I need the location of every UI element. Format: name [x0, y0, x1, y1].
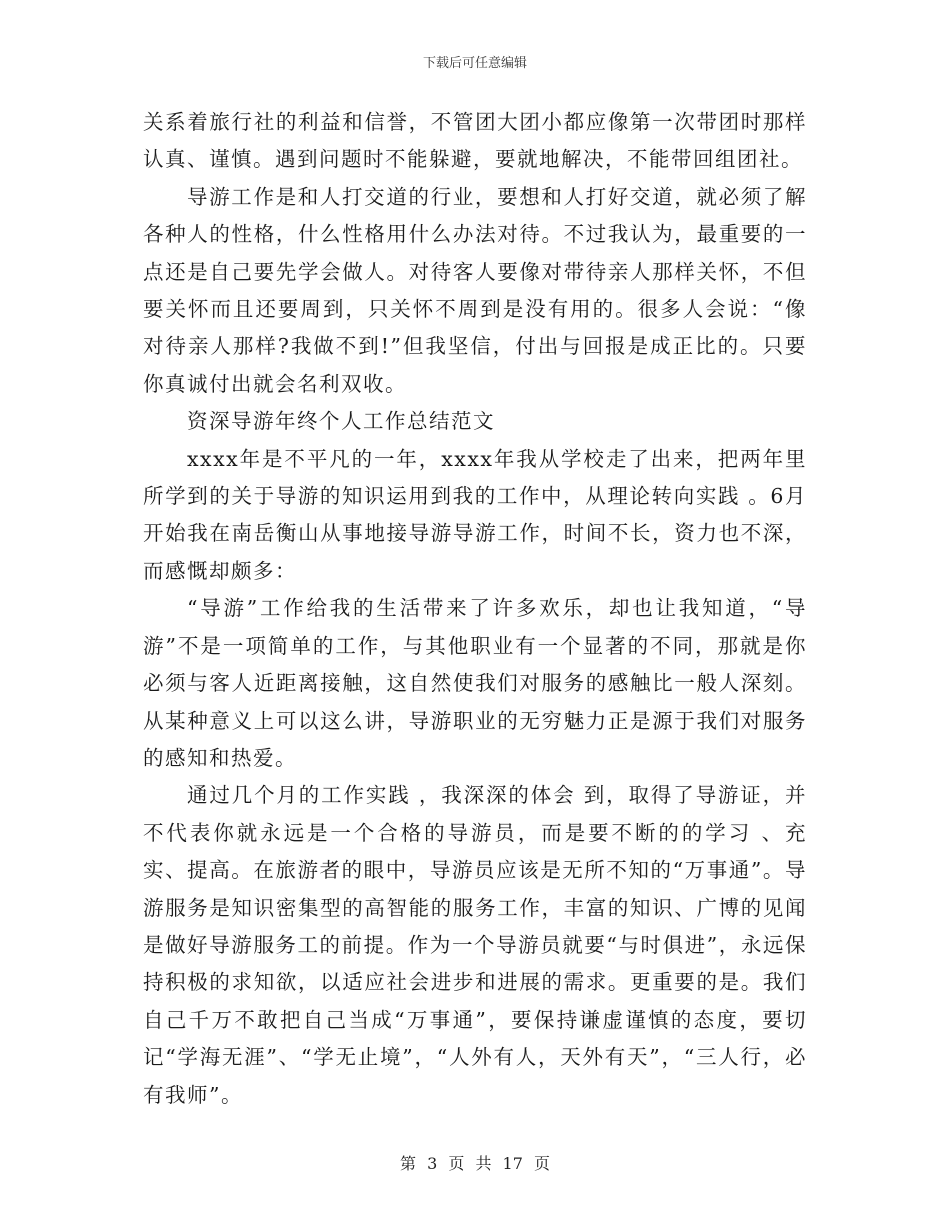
- paragraph: “导游”工作给我的生活带来了许多欢乐，却也让我知道，“导游”不是一项简单的工作，与其他职业有一个显著的不同，那就是你必须与客人近距离接触，这自然使我们对服务的感触比一般人深刻。从某种意义上可以这么讲，导游职业的无穷魅力正是源于我们对服务的感知和热爱。: [143, 596, 807, 770]
- paragraph: xxxx年是不平凡的一年，xxxx年我从学校走了出来，把两年里所学到的关于导游的知识运用到我的工作中，从理论转向实践 。6月开始我在南岳衡山从事地接导游导游工作，时间不长，资力也不深，而感慨却颇多：: [143, 446, 807, 583]
- paragraph: 导游工作是和人打交道的行业，要想和人打好交道，就必须了解各种人的性格，什么性格用什么办法对待。不过我认为，最重要的一点还是自己要先学会做人。对待客人要像对带待亲人那样关怀，不但要关怀而且还要周到，只关怀不周到是没有用的。很多人会说：“像对待亲人那样?我做不到!”但我坚信，付出与回报是成正比的。只要你真诚付出就会名利双收。: [143, 184, 807, 396]
- page-header: 下载后可任意编辑: [422, 56, 527, 71]
- page-footer: 第 3 页 共 17 页: [400, 1154, 550, 1173]
- document-body: [143, 104, 807, 1114]
- section-title: 资深导游年终个人工作总结范文: [187, 409, 495, 434]
- paragraph: 通过几个月的工作实践 ，我深深的体会 到，取得了导游证，并不代表你就永远是一个合格的导游员，而是要不断的的学习 、充实、提高。在旅游者的眼中，导游员应该是无所不知的“万事通”。导游服务是知识密集型的高智能的服务工作，丰富的知识、广博的见闻是做好导游服务工的前提。作为一个导游员就要“与时俱进”，永远保持积极的求知欲，以适应社会进步和进展的需求。更重要的是。我们自己千万不敢把自己当成“万事通”，要保持谦虚谨慎的态度，要切记“学海无涯”、“学无止境”，“人外有人，天外有天”，“三人行，必有我师”。: [143, 783, 807, 1107]
- paragraph: 关系着旅行社的利益和信誉，不管团大团小都应像第一次带团时那样认真、谨慎。遇到问题时不能躲避，要就地解决，不能带回组团社。: [143, 110, 807, 172]
